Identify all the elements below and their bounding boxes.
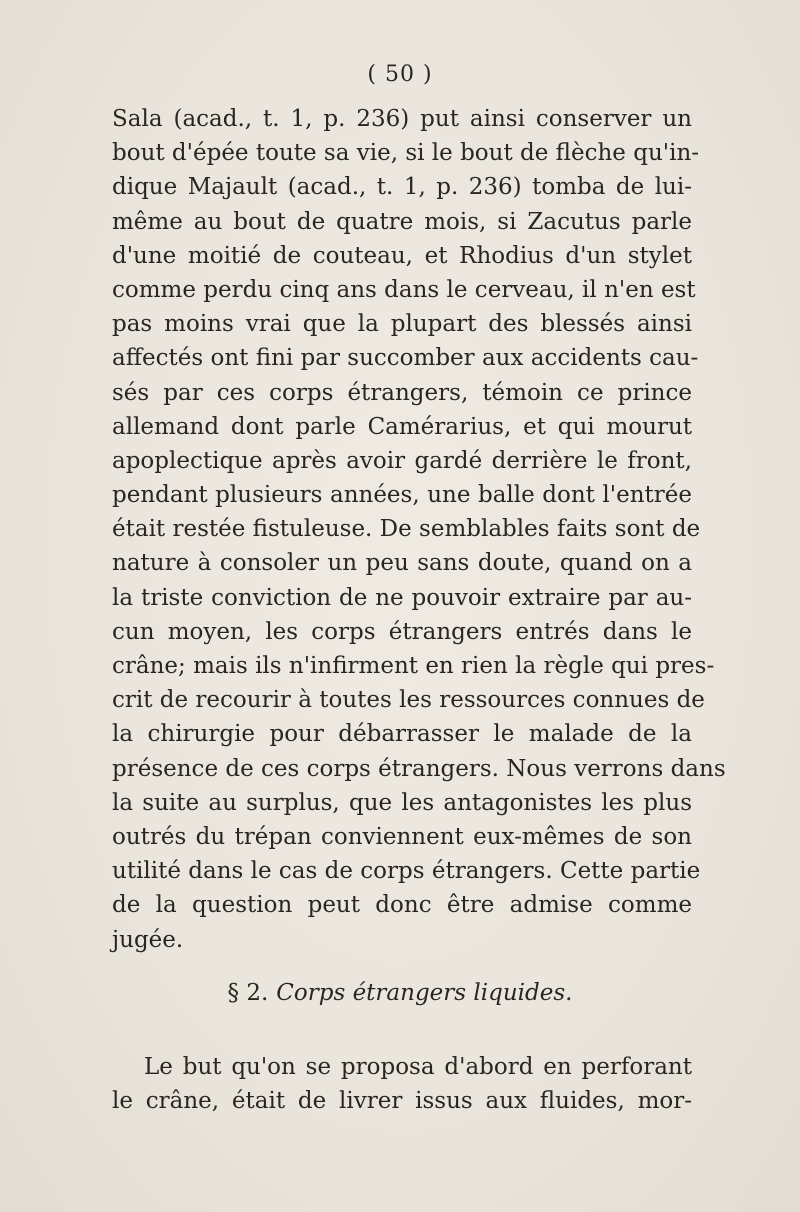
text-line: le crâne, était de livrer issus aux fluides, mor- [112,1088,692,1115]
text-line: comme perdu cinq ans dans le cerveau, il n'en est [112,276,696,303]
text-line: d'une moitié de couteau, et Rhodius d'un stylet [112,242,692,269]
text-line: jugée. [112,926,184,953]
text-line: pas moins vrai que la plupart des blessés ainsi [112,311,692,338]
text-line: sés par ces corps étrangers, témoin ce prince [112,379,692,406]
text-line: apoplectique après avoir gardé derrière le front, [112,447,692,474]
text-line: outrés du trépan conviennent eux-mêmes de son [112,823,692,850]
text-line: cun moyen, les corps étrangers entrés dans le [112,618,692,645]
section-mark: § 2. [227,980,269,1006]
text-line: était restée fistuleuse. De semblables faits sont de [112,516,701,543]
text-line: Le but qu'on se proposa d'abord en perforant [144,1054,692,1080]
text-line: affectés ont fini par succomber aux accidents cau- [112,345,699,372]
text-line: bout d'épée toute sa vie, si le bout de flèche qu'in- [112,140,700,167]
page-number: ( 50 ) [367,62,433,87]
paragraph-body [112,102,726,957]
text-line: crit de recourir à toutes les ressources connues de [112,687,705,714]
text-line: nature à consoler un peu sans doute, quand on a [112,550,692,577]
text-line: allemand dont parle Camérarius, et qui mourut [112,413,692,440]
text-line: Sala (acad., t. 1, p. 236) put ainsi conserver un [112,106,692,132]
text-line: même au bout de quatre mois, si Zacutus parle [112,208,692,235]
text-line: la chirurgie pour débarrasser le malade de la [112,721,692,748]
section-heading [0,980,800,1006]
text-line: de la question peut donc être admise comme [112,892,692,919]
text-line: présence de ces corps étrangers. Nous verrons dans [112,755,726,782]
paragraph-body [112,1050,692,1118]
text-line: pendant plusieurs années, une balle dont l'entrée [112,482,692,509]
text-line: la triste conviction de ne pouvoir extraire par au- [112,584,692,611]
text-line: utilité dans le cas de corps étrangers. Cette partie [112,858,701,885]
section-title: Corps étrangers liquides. [276,980,573,1006]
text-line: crâne; mais ils n'infirment en rien la règle qui pres- [112,653,715,679]
text-line: dique Majault (acad., t. 1, p. 236) tomba de lui- [112,174,692,201]
text-line: la suite au surplus, que les antagonistes les plus [112,789,692,816]
